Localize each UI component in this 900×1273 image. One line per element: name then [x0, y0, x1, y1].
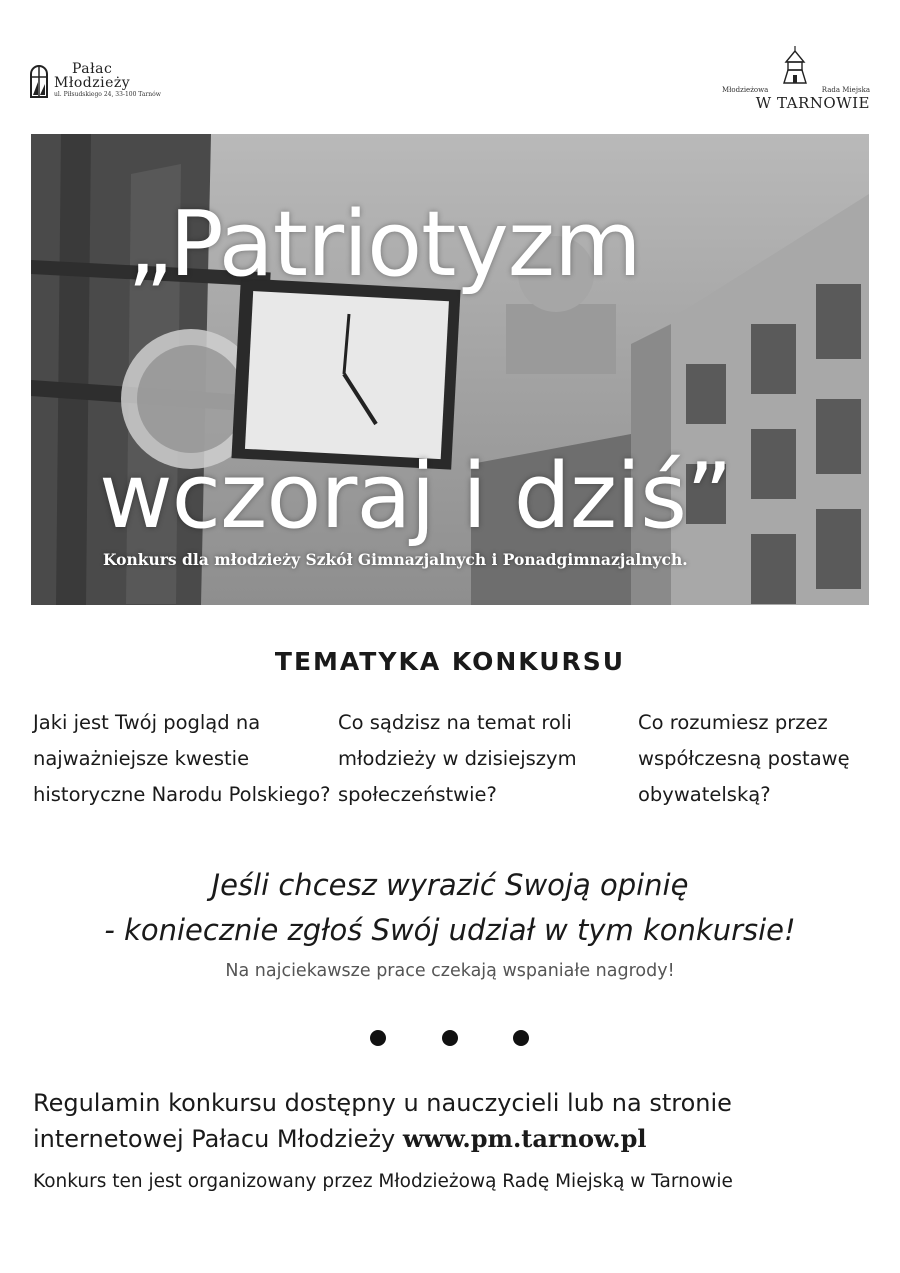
- topic-item: Jaki jest Twój pogląd na najważniejsze kwestie historyczne Narodu Polskiego?: [33, 711, 331, 806]
- website-link[interactable]: www.pm.tarnow.pl: [402, 1124, 647, 1153]
- logo-line1: Pałac: [72, 61, 113, 77]
- section-heading: TEMATYKA KONKURSU: [274, 647, 626, 676]
- rules-text: Regulamin konkursu dostępny u nauczycieli lub na stronie internetowej Pałacu Młodzieży: [33, 1089, 732, 1153]
- rada-miejska-logo: [720, 46, 870, 112]
- logo-small-right: Rada Miejska: [821, 86, 870, 94]
- hero-banner: [31, 134, 869, 605]
- palac-mlodziezy-logo: [30, 62, 161, 99]
- hero-subtitle: Konkurs dla młodzieży Szkół Gimnazjalnych i Ponadgimnazjalnych.: [103, 550, 688, 569]
- hero-title-line1: „Patriotyzm: [127, 192, 641, 297]
- tower-icon: [782, 46, 808, 84]
- prizes-note: Na najciekawsze prace czekają wspaniałe nagrody!: [225, 961, 675, 981]
- logo-line2: Młodzieży: [54, 75, 131, 91]
- topic-item: Co sądzisz na temat roli młodzieży w dzisiejszym społeczeństwie?: [338, 711, 577, 806]
- hero-title-line2: wczoraj i dziś”: [99, 444, 732, 549]
- arched-window-icon: [30, 62, 48, 98]
- cta-line1: Jeśli chcesz wyrazić Swoją opinię: [211, 868, 689, 902]
- topic-item: Co rozumiesz przez współczesną postawę obywatelską?: [638, 711, 850, 806]
- topics-columns: [33, 705, 878, 813]
- dot-icon: [513, 1030, 529, 1046]
- logo-small-left: Młodzieżowa: [722, 86, 769, 94]
- separator-dots: [370, 1030, 530, 1048]
- rules-paragraph: [33, 1085, 883, 1157]
- cta-line2: - koniecznie zgłoś Swój udział w tym konkursie!: [104, 913, 796, 947]
- dot-icon: [442, 1030, 458, 1046]
- dot-icon: [370, 1030, 386, 1046]
- organizer-note: Konkurs ten jest organizowany przez Młodzieżową Radę Miejską w Tarnowie: [33, 1171, 733, 1192]
- logo-big-text: W TARNOWIE: [755, 94, 870, 112]
- logo-address: ul. Piłsudskiego 24, 33-100 Tarnów: [54, 91, 161, 98]
